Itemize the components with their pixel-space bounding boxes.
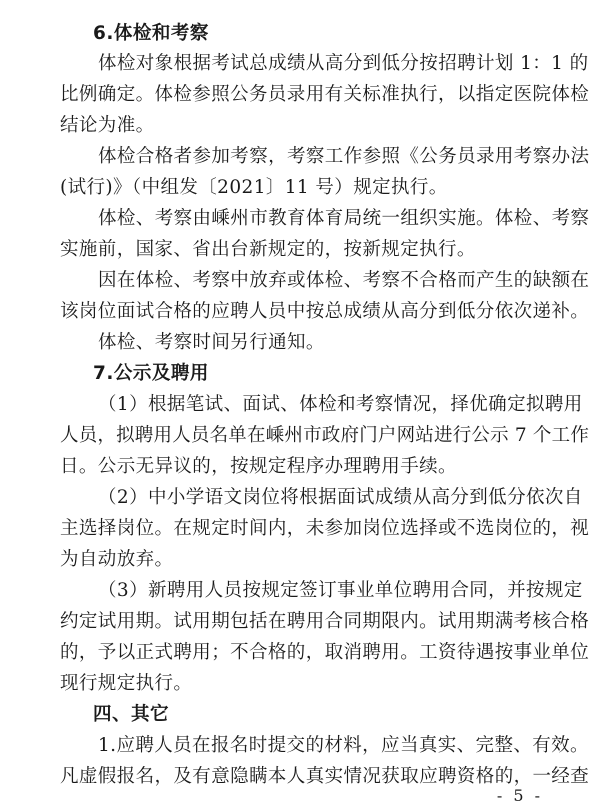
paragraph-line: 体检合格者参加考察，考察工作参照《公务员录用考察办法: [98, 146, 590, 167]
paragraph-line: 体检、考察由嵊州市教育体育局统一组织实施。体检、考察: [98, 208, 590, 229]
paragraph-line: (试行)》（中组发〔2021〕11 号）规定执行。: [60, 177, 448, 198]
paragraph-line: 结论为准。: [60, 115, 155, 136]
paragraph-line: 比例确定。体检参照公务员录用有关标准执行，以指定医院体检: [60, 84, 590, 105]
paragraph-line: 为自动放弃。: [60, 549, 174, 570]
paragraph-line: 凡虚假报名，及有意隐瞒本人真实情况获取应聘资格的，一经查: [60, 766, 590, 787]
paragraph-line: （2）中小学语文岗位将根据面试成绩从高分到低分依次自: [98, 487, 583, 508]
paragraph-line: 主选择岗位。在规定时间内，未参加岗位选择或不选岗位的，视: [60, 518, 590, 539]
paragraph-line: （1）根据笔试、面试、体检和考察情况，择优确定拟聘用: [98, 394, 583, 415]
paragraph-line: 实施前，国家、省出台新规定的，按新规定执行。: [60, 239, 476, 260]
section-4-heading: 四、其它: [93, 704, 170, 725]
paragraph-line: 该岗位面试合格的应聘人员中按总成绩从高分到低分依次递补。: [60, 301, 590, 322]
paragraph-line: 1.应聘人员在报名时提交的材料，应当真实、完整、有效。: [98, 735, 589, 756]
paragraph-line: 人员，拟聘用人员名单在嵊州市政府门户网站进行公示 7 个工作: [60, 425, 590, 446]
page-number: - 5 -: [496, 786, 543, 805]
paragraph-line: （3）新聘用人员按规定签订事业单位聘用合同，并按规定: [98, 580, 583, 601]
paragraph-line: 体检、考察时间另行通知。: [98, 332, 325, 353]
section-6-heading: 6.体检和考察: [93, 23, 209, 44]
section-7-heading: 7.公示及聘用: [93, 363, 209, 384]
paragraph-line: 体检对象根据考试总成绩从高分到低分按招聘计划 1：1 的: [98, 53, 589, 74]
paragraph-line: 日。公示无异议的，按规定程序办理聘用手续。: [60, 456, 457, 477]
paragraph-line: 的，予以正式聘用；不合格的，取消聘用。工资待遇按事业单位: [60, 642, 590, 663]
paragraph-line: 因在体检、考察中放弃或体检、考察不合格而产生的缺额在: [98, 270, 590, 291]
paragraph-line: 约定试用期。试用期包括在聘用合同期限内。试用期满考核合格: [60, 611, 590, 632]
paragraph-line: 现行规定执行。: [60, 673, 193, 694]
